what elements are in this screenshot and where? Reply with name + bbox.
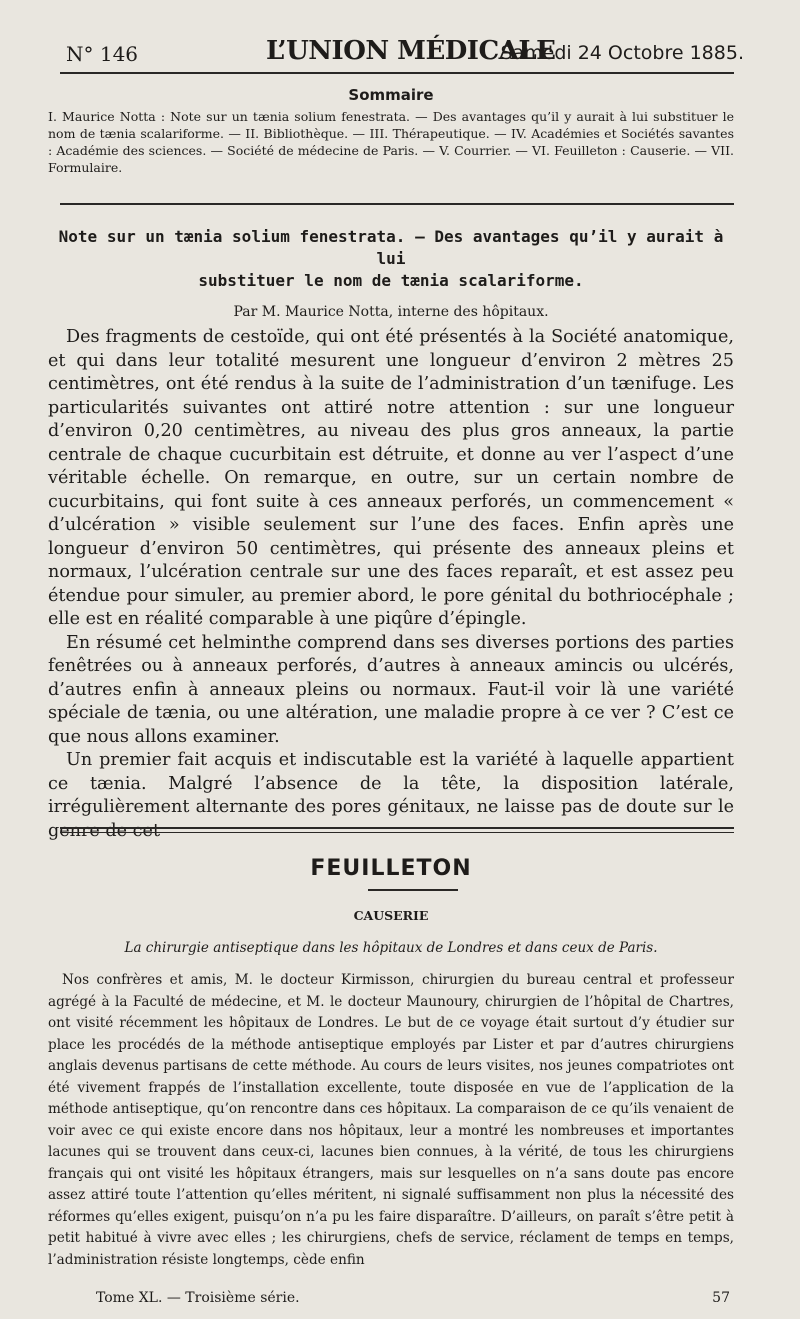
- sommaire-heading: Sommaire: [348, 86, 434, 104]
- feuilleton-rule-bottom: [60, 832, 734, 833]
- feuilleton-paragraph: Nos confrères et amis, M. le docteur Kirmisson, chirurgien du bureau central et professeur agrégé à la Faculté de médecine, et M. le docteur Maunoury, chirurgien de l’hôpital de Chartres, ont visité récemment les hôpitaux de Londres. Le but de ce voyage était surtout d’y étudier sur place les procédés de la méthode antiseptique employés par Lister et par d’autres chirurgiens anglais devenus partisans de cette méthode. Au cours de leurs visites, nos jeunes compatriotes ont été vivement frappés de l’installation excellente, toute disposée en vue de l’application de la méthode antiseptique, qu’on rencontre dans ces hôpitaux. La comparaison de ce qu’ils venaient de voir avec ce qui existe encore dans nos hôpitaux, leur a montré les nombreuses et importantes lacunes qui se trouvent dans ceux-ci, lacunes bien connues, à la vérité, de tous les chirurgiens français qui ont visité les hôpitaux étrangers, mais sur lesquelles on n’a sans doute pas encore assez attiré toute l’attention qu’elles méritent, ni signalé suffisamment non plus la nécessité des réformes qu’elles exigent, puisqu’on n’a pu les faire disparaître. D’ailleurs, on paraît s’être petit à petit habitué à vivre avec elles ; les chirurgiens, chefs de service, réclament de temps en temps, l’administration résiste longtemps, cède enfin: [48, 972, 734, 1268]
- sommaire-text: I. Maurice Notta : Note sur un tænia solium fenestrata. — Des avantages qu’il y aurait à lui substituer le nom de tænia scalariforme. — II. Bibliothèque. — III. Thérapeutique. — IV. Académies et Sociétés savantes : Académie des sciences. — Société de médecine de Paris. — V. Courrier. — VI. Feuilleton : Causerie. — VII. Formulaire.: [48, 109, 734, 175]
- page-number: 57: [712, 1290, 730, 1306]
- causerie-heading: CAUSERIE: [353, 908, 429, 923]
- tome-label: Tome XL. — Troisième série.: [96, 1290, 300, 1306]
- feuilleton-body: [48, 970, 734, 1271]
- article: [48, 226, 734, 843]
- page-header: [66, 36, 744, 68]
- feuilleton-rule-top: [60, 827, 734, 829]
- article-paragraph-3: Un premier fait acquis et indiscutable est la variété à laquelle appartient ce tænia. Malgré l’absence de la tête, la disposition latérale, irrégulièrement alternante des pores génitaux, ne laisse pas de doute sur le genre de cet: [48, 750, 734, 841]
- feuilleton-heading: FEUILLETON: [310, 856, 472, 881]
- issue-date: Samedi 24 Octobre 1885.: [500, 42, 744, 64]
- article-paragraph-1: Des fragments de cestoïde, qui ont été présentés à la Société anatomique, et qui dans leur totalité mesurent une longueur d’environ 2 mètres 25 centimètres, ont été rendus à la suite de l’administration d’un tænifuge. Les particularités suivantes ont attiré notre attention : sur une longueur d’environ 0,20 centimètres, au niveau des plus gros anneaux, la partie centrale de chaque cucurbitain est détruite, et donne au ver l’aspect d’une véritable échelle. On remarque, en outre, sur un certain nombre de cucurbitains, qui font suite à ces anneaux perforés, un commencement « d’ulcération » visible seulement sur l’une des faces. Enfin après une longueur d’environ 50 centimètres, qui présente des anneaux pleins et normaux, l’ulcération centrale sur une des faces reparaît, et est assez peu étendue pour simuler, au premier abord, le pore génital du bothriocéphale ; elle est en réalité comparable à une piqûre d’épingle.: [48, 327, 734, 629]
- header-rule: [60, 72, 734, 74]
- article-body: [48, 326, 734, 843]
- sommaire-rule: [60, 203, 734, 205]
- sommaire-section: [48, 86, 734, 176]
- journal-title: L’UNION MÉDICALE: [266, 36, 556, 66]
- article-paragraph-2: En résumé cet helminthe comprend dans ses diverses portions des parties fenêtrées ou à anneaux perforés, d’autres à anneaux amincis ou ulcérés, d’autres enfin à anneaux pleins ou normaux. Faut-il voir là une variété spéciale de tænia, ou une altération, une maladie propre à ce ver ? C’est ce que nous allons examiner.: [48, 632, 734, 747]
- article-title-line2: substituer le nom de tænia scalariforme.: [198, 271, 584, 290]
- feuilleton-short-rule: [368, 889, 458, 891]
- article-title-line1: Note sur un tænia solium fenestrata. — Des avantages qu’il y aurait à lui: [58, 227, 724, 268]
- causerie-subtitle: La chirurgie antiseptique dans les hôpitaux de Londres et dans ceux de Paris.: [124, 940, 658, 956]
- article-author: Par M. Maurice Notta, interne des hôpitaux.: [233, 304, 549, 320]
- issue-number: N° 146: [66, 42, 139, 66]
